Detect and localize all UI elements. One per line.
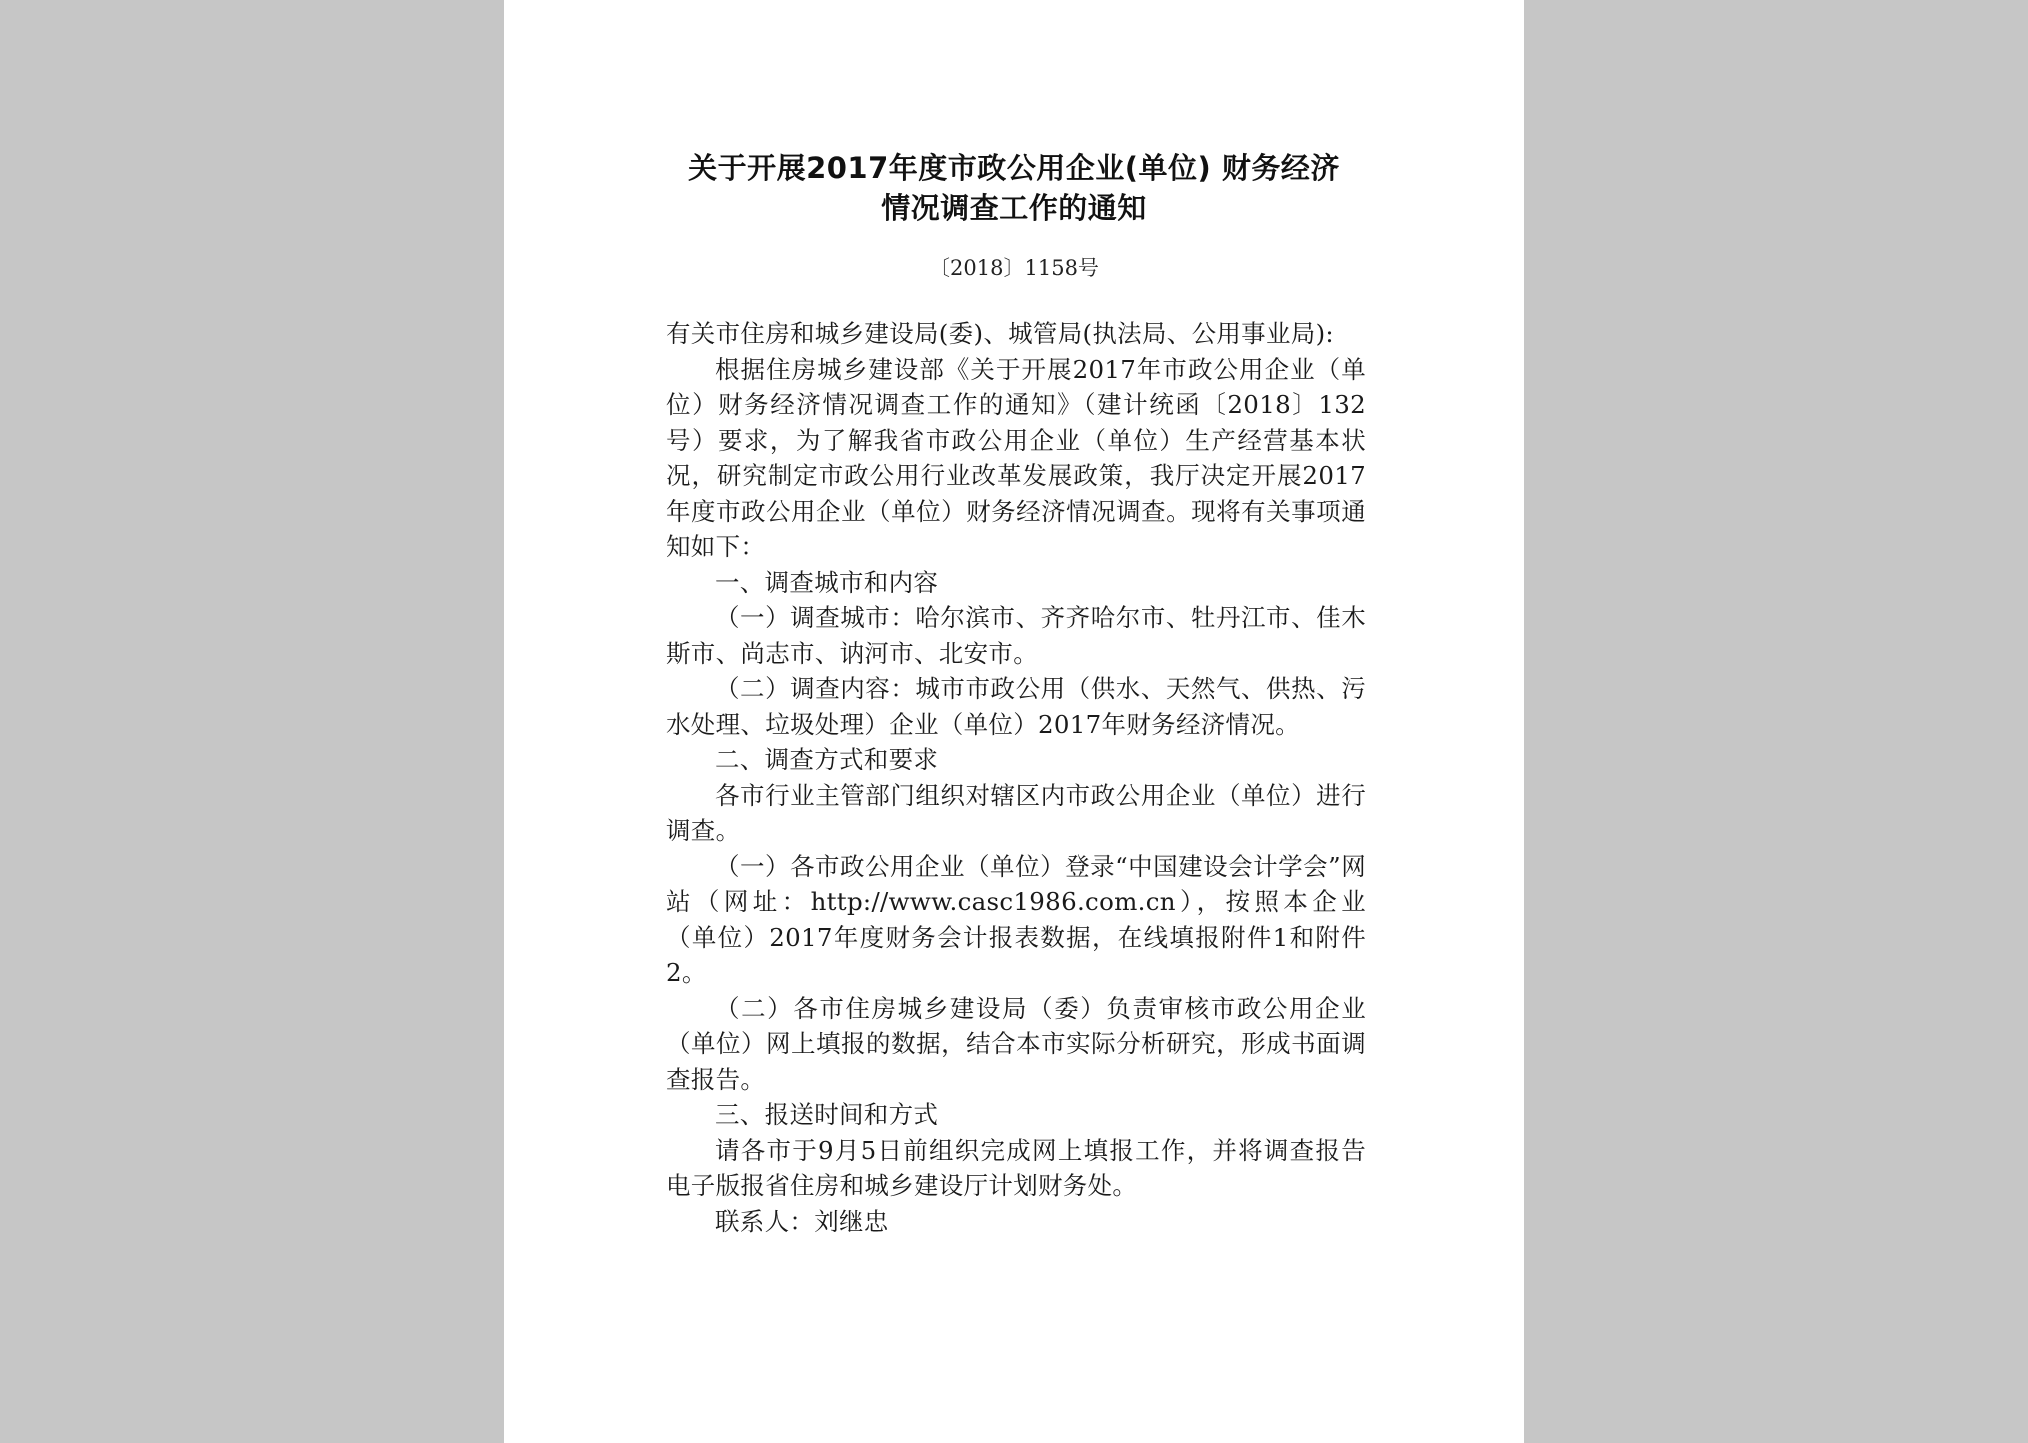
document-number: 〔2018〕1158号 [929, 256, 1099, 280]
paragraph-cities: （一）调查城市：哈尔滨市、齐齐哈尔市、牡丹江市、佳木斯市、尚志市、讷河市、北安市。 [666, 603, 1366, 668]
paragraph-content: （二）调查内容：城市市政公用（供水、天然气、供热、污水处理、垃圾处理）企业（单位）2017年财务经济情况。 [666, 674, 1366, 739]
document-title [504, 148, 1524, 228]
title-line-2: 情况调查工作的通知 [881, 191, 1147, 225]
paragraph-addressee: 有关市住房和城乡建设局(委)、城管局(执法局、公用事业局): [666, 319, 1334, 348]
section-heading-3: 三、报送时间和方式 [715, 1100, 939, 1129]
section-heading-1: 一、调查城市和内容 [715, 567, 939, 597]
paragraph-review: （二）各市住房城乡建设局（委）负责审核市政公用企业（单位）网上填报的数据，结合本市实际分析研究，形成书面调查报告。 [666, 993, 1366, 1094]
section-heading-2: 二、调查方式和要求 [715, 745, 939, 774]
paragraph-contact: 联系人：刘继忠 [715, 1206, 889, 1236]
paragraph-method: 各市行业主管部门组织对辖区内市政公用企业（单位）进行调查。 [666, 780, 1366, 845]
paragraph-intro: 根据住房城乡建设部《关于开展2017年市政公用企业（单位）财务经济情况调查工作的通知》（建计统函〔2018〕132 号）要求，为了解我省市政公用企业（单位）生产经营基本状况，研究制定市政公用行业改革发展政策，我厅决定开展2017年度市政公用企业（单位）财务经济情况调查。现将有关事项通知如下： [666, 354, 1366, 561]
paragraph-online-filing: （一）各市政公用企业（单位）登录“中国建设会计学会”网站（网址：http://www.casc1986.com.cn），按照本企业（单位）2017年度财务会计报表数据，在线填报附件1和附件2。 [666, 851, 1366, 987]
title-line-1: 关于开展2017年度市政公用企业(单位) 财务经济 [688, 151, 1340, 185]
document-page [504, 0, 1524, 1443]
document-body [666, 316, 1366, 1239]
paragraph-deadline: 请各市于9月5日前组织完成网上填报工作，并将调查报告电子版报省住房和城乡建设厅计划财务处。 [666, 1135, 1366, 1200]
